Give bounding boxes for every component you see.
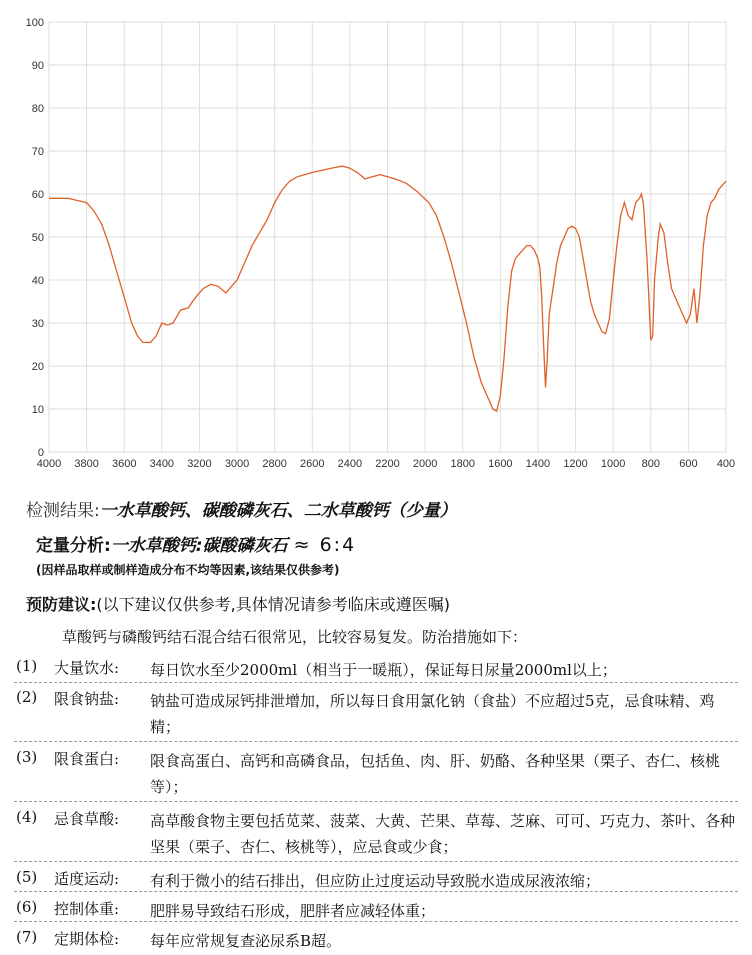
x-tick-label: 400: [716, 458, 736, 470]
y-tick-label: 50: [31, 232, 44, 244]
x-tick-label: 3000: [224, 458, 250, 470]
item-divider: [14, 741, 738, 742]
item-divider: [14, 921, 738, 922]
x-tick-label: 1600: [488, 458, 513, 470]
result-line: [26, 496, 457, 521]
x-tick-label: 3400: [149, 458, 175, 470]
x-tick-label: 1800: [450, 458, 475, 470]
advice-item-number: (7): [16, 928, 38, 946]
result-value: 一水草酸钙、碳酸磷灰石、二水草酸钙（少量）: [99, 501, 457, 521]
advice-item-body: 限食高蛋白、高钙和高磷食品，包括鱼、肉、肝、奶酪、各种坚果（栗子、杏仁、核桃等）；: [150, 752, 721, 796]
x-tick-label: 1000: [600, 458, 626, 470]
advice-item-number: (3): [16, 748, 38, 766]
y-tick-label: 90: [31, 60, 44, 72]
advice-item-heading: 大量饮水:: [54, 659, 120, 677]
disclaimer-note: (因样品取样或制样造成分布不均等因素,该结果仅供参考): [36, 563, 340, 577]
advice-intro: 草酸钙与磷酸钙结石混合结石很常见，比较容易复发。防治措施如下：: [62, 628, 528, 646]
x-tick-label: 2000: [412, 458, 438, 470]
quant-value: 一水草酸钙:碳酸磷灰石: [110, 536, 288, 556]
y-tick-label: 80: [31, 103, 44, 115]
x-tick-label: 4000: [36, 458, 62, 470]
quant-line: [36, 531, 356, 556]
quant-label: 定量分析:: [36, 536, 111, 556]
x-tick-label: 3800: [74, 458, 99, 470]
advice-item-heading: 适度运动:: [54, 870, 120, 888]
x-tick-label: 2400: [337, 458, 363, 470]
advice-item-body: 有利于微小的结石排出，但应防止过度运动导致脱水造成尿液浓缩；: [150, 872, 601, 890]
advice-text: (以下建议仅供参考,具体情况请参考临床或遵医嘱): [96, 595, 450, 614]
item-divider: [14, 682, 738, 683]
advice-item-heading: 忌食草酸:: [54, 810, 120, 828]
x-tick-label: 600: [679, 458, 698, 470]
y-tick-label: 20: [31, 361, 44, 373]
item-divider: [14, 801, 738, 802]
advice-heading: [26, 592, 450, 615]
y-tick-label: 70: [31, 146, 44, 158]
y-tick-label: 30: [31, 318, 44, 330]
advice-item-body: 钠盐可造成尿钙排泄增加，所以每日食用氯化钠（食盐）不应超过5克，忌食味精、鸡精；: [150, 692, 715, 736]
advice-item-heading: 定期体检:: [54, 930, 120, 948]
x-tick-label: 2800: [262, 458, 287, 470]
x-tick-label: 2200: [375, 458, 400, 470]
advice-item-heading: 限食钠盐:: [54, 690, 120, 708]
advice-item-body: 每日饮水至少2000ml（相当于一暖瓶），保证每日尿量2000ml以上；: [150, 661, 617, 679]
y-tick-label: 40: [31, 275, 44, 287]
advice-item-heading: 控制体重:: [54, 900, 120, 918]
advice-item-body: 每年应常规复查泌尿系B超。: [150, 932, 342, 950]
advice-item-number: (4): [16, 808, 38, 826]
x-tick-label: 1400: [525, 458, 551, 470]
y-tick-label: 0: [37, 447, 44, 459]
advice-item-heading: 限食蛋白:: [54, 750, 120, 768]
item-divider: [14, 861, 738, 862]
item-divider: [14, 891, 738, 892]
x-tick-label: 3200: [187, 458, 212, 470]
x-tick-label: 2600: [300, 458, 325, 470]
advice-item-number: (5): [16, 868, 38, 886]
y-tick-label: 60: [31, 189, 44, 201]
x-tick-label: 3600: [111, 458, 137, 470]
x-tick-label: 800: [641, 458, 660, 470]
advice-item-number: (2): [16, 688, 38, 706]
quant-ratio: ≈ 6:4: [293, 534, 357, 556]
x-tick-label: 1200: [563, 458, 588, 470]
result-label: 检测结果:: [26, 501, 100, 521]
advice-item-body: 高草酸食物主要包括苋菜、菠菜、大黄、芒果、草莓、芝麻、可可、巧克力、茶叶、各种坚果（栗子、杏仁、核桃等），应忌食或少食；: [150, 812, 736, 856]
advice-label: 预防建议:: [26, 595, 97, 614]
y-tick-label: 10: [31, 404, 44, 416]
advice-item-number: (1): [16, 657, 38, 675]
advice-item-body: 肥胖易导致结石形成，肥胖者应减轻体重；: [150, 902, 436, 920]
y-tick-label: 100: [25, 17, 44, 29]
advice-item-number: (6): [16, 898, 38, 916]
